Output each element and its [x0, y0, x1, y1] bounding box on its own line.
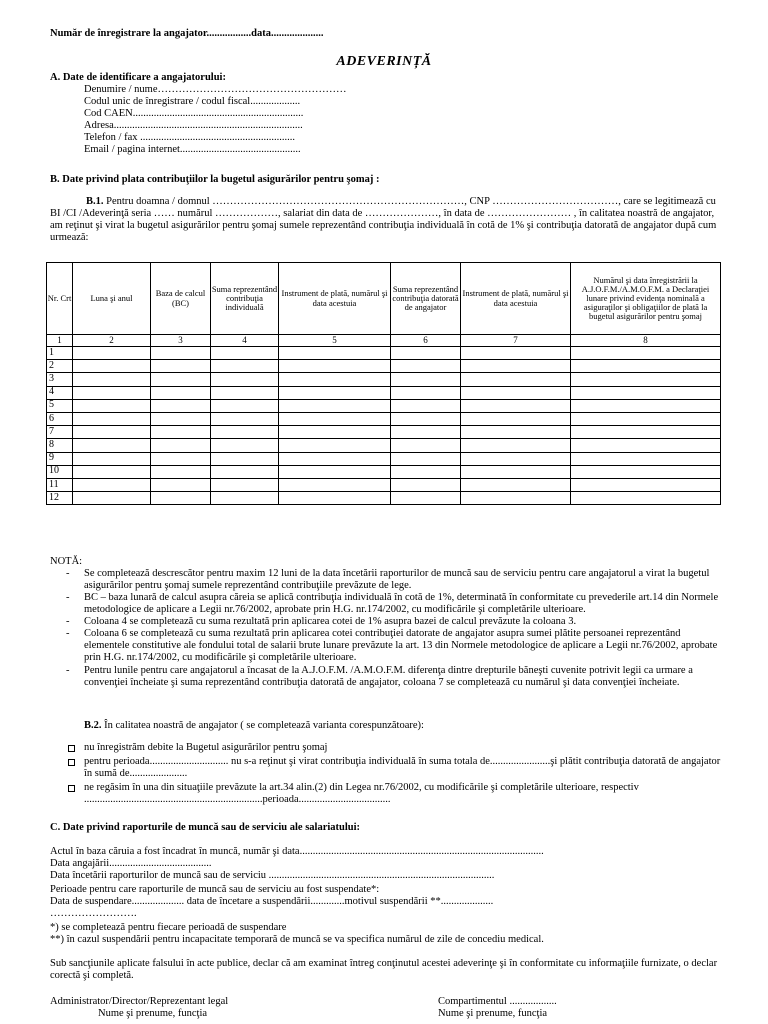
nota-item: - Pentru lunile pentru care angajatorul a încasat de la A.J.O.F.M. /A.M.O.F.M. diferenţa dintre drepturile băneşti cuvenite potrivit legii ca urmare a convenţiei încheiate şi suma reprezentând contribuţia datorată de angajator, coloana 7 se completează cu numărul şi data convenţiei încheiate. — [62, 665, 722, 689]
signature-left-sub: Nume şi prenume, funcţia — [98, 1008, 208, 1020]
b2-text: În calitatea noastră de angajator ( se completează varianta corespunzătoare): — [101, 720, 424, 731]
col-header-declaratie: Numărul şi data înregistrării la A.J.O.F.M./A.M.O.F.M. a Declaraţiei lunare privind evidenţa nominală a asiguraţilor şi obligaţiilor de plată la bugetul asigurărilor pentru şomaj — [571, 263, 721, 335]
table-row — [47, 347, 721, 360]
table-cell[interactable] — [211, 412, 279, 425]
table-cell[interactable] — [279, 426, 391, 439]
nota-list — [62, 568, 722, 689]
signature-left-title: Administrator/Director/Reprezentant legal — [50, 996, 229, 1007]
c-declaration: Sub sancţiunile aplicate falsului în acte publice, declar că am examinat întreg conţinutul acestei adeverinţe şi în conformitate cu informaţiile furnizate, o declar corectă şi completă. — [50, 958, 718, 982]
table-row — [47, 492, 721, 505]
nota-item: - Coloana 4 se completează cu suma rezultată prin aplicarea cotei de 1% asupra bazei de calcul prevăzute la coloana 3. — [62, 616, 722, 628]
table-cell[interactable] — [571, 386, 721, 399]
section-b-heading: B. Date privind plata contribuţiilor la bugetul asigurărilor pentru şomaj : — [50, 174, 380, 185]
table-cell[interactable] — [391, 452, 461, 465]
checkbox-icon[interactable] — [68, 785, 75, 792]
table-cell[interactable] — [279, 452, 391, 465]
col-number: 1 — [47, 335, 73, 347]
signature-right-title: Compartimentul .................. — [438, 996, 557, 1007]
c-footnote-2: **) în cazul suspendării pentru incapacitate temporară de muncă se va specifica numărul de zile de concediu medical. — [50, 934, 544, 945]
c-line-data-incetarii: Data încetării raporturilor de muncă sau de serviciu ...................................................................................... — [50, 870, 495, 881]
section-a-heading: A. Date de identificare a angajatorului: — [50, 72, 226, 83]
b2-label: B.2. — [84, 720, 102, 731]
table-cell[interactable] — [73, 492, 151, 505]
nota-item: - Se completează descrescător pentru maxim 12 luni de la data încetării raporturilor de muncă sau de serviciu pentru care angajatorul a virat la bugetul asigurărilor pentru şomaj sumele reprezentând contribuţiile prevăzute de lege. — [62, 568, 722, 592]
signature-left — [50, 996, 228, 1020]
field-email: Email / pagina internet.............................................. — [84, 144, 301, 155]
table-cell[interactable] — [279, 478, 391, 491]
b2-option[interactable] — [62, 742, 722, 754]
table-cell[interactable] — [279, 347, 391, 360]
table-row — [47, 439, 721, 452]
table-cell[interactable] — [211, 478, 279, 491]
table-cell[interactable] — [211, 360, 279, 373]
table-cell[interactable] — [461, 386, 571, 399]
field-denumire: Denumire / nume……………………………………………… — [84, 84, 347, 95]
table-cell[interactable] — [151, 347, 211, 360]
col-header-baza: Baza de calcul (BC) — [151, 263, 211, 335]
c-footnote-1: *) se completează pentru fiecare perioadă de suspendare — [50, 922, 287, 933]
signature-right — [438, 996, 557, 1020]
table-cell[interactable] — [391, 360, 461, 373]
table-cell[interactable] — [279, 360, 391, 373]
table-cell[interactable] — [151, 373, 211, 386]
col-header-contrib-ind: Suma reprezentând contribuţia individuală — [211, 263, 279, 335]
table-cell[interactable] — [151, 360, 211, 373]
table-cell[interactable] — [391, 478, 461, 491]
b2-option[interactable] — [62, 756, 722, 780]
row-number: 7 — [47, 426, 73, 439]
row-number: 5 — [47, 399, 73, 412]
row-number: 6 — [47, 412, 73, 425]
table-row — [47, 386, 721, 399]
row-number: 2 — [47, 360, 73, 373]
table-cell[interactable] — [571, 452, 721, 465]
table-cell[interactable] — [571, 465, 721, 478]
col-header-instrument-2: Instrument de plată, numărul şi data acestuia — [461, 263, 571, 335]
table-cell[interactable] — [279, 465, 391, 478]
table-cell[interactable] — [461, 492, 571, 505]
table-cell[interactable] — [391, 399, 461, 412]
col-number: 5 — [279, 335, 391, 347]
b1-paragraph — [50, 196, 722, 244]
table-cell[interactable] — [571, 439, 721, 452]
row-number: 9 — [47, 452, 73, 465]
c-line-dots: ……………………. — [50, 908, 137, 919]
table-cell[interactable] — [151, 478, 211, 491]
table-cell[interactable] — [73, 439, 151, 452]
table-cell[interactable] — [571, 399, 721, 412]
checkbox-icon[interactable] — [68, 759, 75, 766]
table-cell[interactable] — [151, 386, 211, 399]
table-cell[interactable] — [211, 386, 279, 399]
b2-option-label: ne regăsim în una din situaţiile prevăzute la art.34 alin.(2) din Legea nr.76/2002, cu modificările şi completările ulterioare, respectiv ....................................................................perioada................................... — [84, 782, 639, 806]
table-cell[interactable] — [391, 426, 461, 439]
table-cell[interactable] — [73, 373, 151, 386]
b2-paragraph — [84, 720, 424, 732]
table-cell[interactable] — [461, 452, 571, 465]
nota-heading: NOTĂ: — [50, 556, 83, 567]
col-header-luna: Luna şi anul — [73, 263, 151, 335]
table-cell[interactable] — [73, 360, 151, 373]
table-cell[interactable] — [391, 347, 461, 360]
table-cell[interactable] — [391, 386, 461, 399]
row-number: 8 — [47, 439, 73, 452]
table-row — [47, 452, 721, 465]
table-cell[interactable] — [211, 492, 279, 505]
b2-option-label: pentru perioada.............................. nu s-a reţinut şi virat contribuţia individuală în suma totala de.......................şi plătit contribuţia datorată de angajator în sumă de...................... — [84, 756, 721, 780]
table-cell[interactable] — [571, 412, 721, 425]
signature-right-sub: Nume şi prenume, funcţia — [438, 1008, 548, 1020]
b1-label: B.1. — [86, 196, 104, 207]
table-cell[interactable] — [571, 373, 721, 386]
table-cell[interactable] — [73, 399, 151, 412]
table-cell[interactable] — [151, 492, 211, 505]
table-cell[interactable] — [279, 492, 391, 505]
table-row — [47, 478, 721, 491]
table-cell[interactable] — [391, 373, 461, 386]
field-telefon: Telefon / fax ........................................................... — [84, 132, 295, 143]
table-cell[interactable] — [73, 465, 151, 478]
table-cell[interactable] — [211, 452, 279, 465]
table-cell[interactable] — [279, 386, 391, 399]
table-cell[interactable] — [73, 347, 151, 360]
table-cell[interactable] — [461, 360, 571, 373]
row-number: 10 — [47, 465, 73, 478]
col-number: 2 — [73, 335, 151, 347]
table-cell[interactable] — [461, 412, 571, 425]
table-cell[interactable] — [279, 412, 391, 425]
col-number: 4 — [211, 335, 279, 347]
table-cell[interactable] — [571, 347, 721, 360]
table-cell[interactable] — [391, 412, 461, 425]
section-c-heading: C. Date privind raporturile de muncă sau de serviciu ale salariatului: — [50, 822, 361, 833]
table-cell[interactable] — [211, 465, 279, 478]
nota-item: - BC – baza lunară de calcul asupra căreia se aplică contribuţia individuală în cotă de 1%, determinată în conformitate cu prevederile art.14 din Normele metodologice de aplicare a Legii nr.76/2002, aprobate prin H.G. nr.174/2002, cu modificările şi completările ulterioare. — [62, 592, 722, 616]
field-cui: Codul unic de înregistrare / codul fiscal................... — [84, 96, 301, 107]
table-cell[interactable] — [461, 439, 571, 452]
table-cell[interactable] — [571, 478, 721, 491]
table-row — [47, 360, 721, 373]
table-cell[interactable] — [211, 426, 279, 439]
col-header-instrument-1: Instrument de plată, numărul şi data acestuia — [279, 263, 391, 335]
table-cell[interactable] — [461, 426, 571, 439]
table-cell[interactable] — [279, 373, 391, 386]
checkbox-icon[interactable] — [68, 745, 75, 752]
c-line-act: Actul în baza căruia a fost încadrat în muncă, număr şi data............................................................................................. — [50, 846, 544, 857]
c-line-data-angajarii: Data angajării....................................... — [50, 858, 212, 869]
table-cell[interactable] — [391, 492, 461, 505]
table-cell[interactable] — [461, 478, 571, 491]
table-cell[interactable] — [151, 412, 211, 425]
document-title: ADEVERINȚĂ — [336, 54, 432, 69]
table-cell[interactable] — [391, 465, 461, 478]
table-cell[interactable] — [151, 426, 211, 439]
table-cell[interactable] — [461, 347, 571, 360]
table-cell[interactable] — [391, 439, 461, 452]
row-number: 3 — [47, 373, 73, 386]
contributions-table — [46, 262, 721, 505]
table-cell[interactable] — [151, 452, 211, 465]
field-caen: Cod CAEN................................................................. — [84, 108, 304, 119]
table-cell[interactable] — [211, 347, 279, 360]
col-number: 3 — [151, 335, 211, 347]
table-row — [47, 373, 721, 386]
nota-item: - Coloana 6 se completează cu suma rezultată prin aplicarea cotei contribuţiei datorate de angajator asupra sumei plătite persoanei reprezentând elementele constitutive ale fondului total de salarii brute lunare prevăzute la art. 13 din Normele metodologice de aplicare a Legii nr.76/2002, aprobate prin H.G. nr.174/2002, cu modificările şi completările ulterioare. — [62, 628, 722, 664]
table-row — [47, 426, 721, 439]
table-cell[interactable] — [571, 426, 721, 439]
table-cell[interactable] — [461, 373, 571, 386]
table-cell[interactable] — [73, 452, 151, 465]
table-cell[interactable] — [151, 399, 211, 412]
table-cell[interactable] — [211, 399, 279, 412]
table-row — [47, 399, 721, 412]
col-header-contrib-ang: Suma reprezentând contribuţia datorată de angajator — [391, 263, 461, 335]
table-cell[interactable] — [73, 386, 151, 399]
table-cell[interactable] — [73, 478, 151, 491]
table-cell[interactable] — [73, 412, 151, 425]
table-cell[interactable] — [73, 426, 151, 439]
table-row — [47, 412, 721, 425]
registration-line: Număr de înregistrare la angajator.................data.................... — [50, 28, 324, 39]
table-cell[interactable] — [461, 399, 571, 412]
table-cell[interactable] — [279, 399, 391, 412]
field-adresa: Adresa........................................................................ — [84, 120, 303, 131]
table-row — [47, 465, 721, 478]
row-number: 1 — [47, 347, 73, 360]
b2-option[interactable] — [62, 782, 722, 806]
table-cell[interactable] — [151, 465, 211, 478]
table-cell[interactable] — [211, 439, 279, 452]
c-line-perioade: Perioade pentru care raporturile de muncă sau de serviciu au fost suspendate*: — [50, 884, 380, 895]
row-number: 11 — [47, 478, 73, 491]
b2-option-label: nu înregistrăm debite la Bugetul asigurărilor pentru şomaj — [84, 742, 328, 753]
col-number: 6 — [391, 335, 461, 347]
table-cell[interactable] — [211, 373, 279, 386]
col-number: 8 — [571, 335, 721, 347]
b1-text: Pentru doamna / domnul ………………………………………………………………, CNP ………………………………, care se legitimează cu BI /CI /Adeverinţă seria …… numărul ………………, salariat din data de …………………, în data de …………………… , în calitatea noastră de angajator, am reţinut şi virat la bugetul asigurărilor pentru şomaj sumele reprezentând contribuţia individuală în cotă de 1% şi contribuţia datorată de angajator după cum urmează: — [50, 196, 717, 244]
col-number: 7 — [461, 335, 571, 347]
table-cell[interactable] — [461, 465, 571, 478]
b2-options — [62, 742, 722, 808]
table-cell[interactable] — [151, 439, 211, 452]
table-cell[interactable] — [571, 360, 721, 373]
row-number: 12 — [47, 492, 73, 505]
c-line-suspendare: Data de suspendare.................... data de încetare a suspendării.............motivul suspendării **.................... — [50, 896, 494, 907]
table-cell[interactable] — [571, 492, 721, 505]
col-header-nr: Nr. Crt — [47, 263, 73, 335]
row-number: 4 — [47, 386, 73, 399]
table-cell[interactable] — [279, 439, 391, 452]
